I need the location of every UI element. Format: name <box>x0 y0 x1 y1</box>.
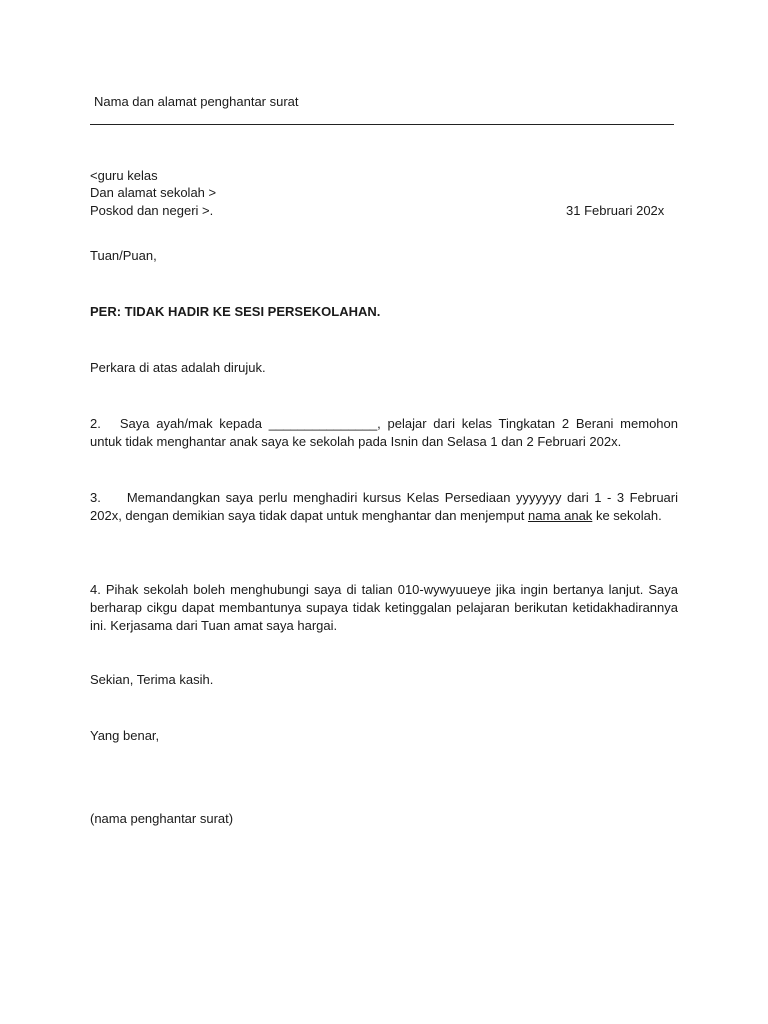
paragraph-2-number: 2. <box>90 416 101 431</box>
intro-line: Perkara di atas adalah dirujuk. <box>90 360 266 375</box>
recipient-line-3: Poskod dan negeri >. <box>90 203 214 218</box>
child-name-blank: _______________ <box>268 416 378 431</box>
paragraph-3-number: 3. <box>90 490 101 505</box>
sender-heading: Nama dan alamat penghantar surat <box>94 94 299 109</box>
paragraph-3-text-b: ke sekolah. <box>595 508 662 523</box>
sender-divider-line <box>90 124 674 125</box>
subject-heading: PER: TIDAK HADIR KE SESI PERSEKOLAHAN. <box>90 304 381 319</box>
salutation: Tuan/Puan, <box>90 248 157 263</box>
letter-date: 31 Februari 202x <box>566 203 665 218</box>
paragraph-2-text-a: Saya ayah/mak kepada <box>119 416 262 431</box>
recipient-line-2: Dan alamat sekolah > <box>90 185 217 200</box>
paragraph-2-text-b: , pelajar dari kelas Tingkatan 2 Berani memohon untuk tidak menghantar anak saya ke sekolah pada Isnin dan Selasa 1 dan 2 Februari 202x. <box>90 416 678 449</box>
child-name-underlined: nama anak <box>527 508 593 523</box>
paragraph-3-text-a: Memandangkan saya perlu menghadiri kursus Kelas Persediaan yyyyyyy dari 1 - 3 Februari 202x, dengan demikian saya tidak dapat untuk menghantar dan menjemput <box>90 490 678 523</box>
paragraph-2 <box>90 415 678 451</box>
recipient-line-1: <guru kelas <box>90 168 158 183</box>
paragraph-4: 4. Pihak sekolah boleh menghubungi saya di talian 010-wywyuueye jika ingin bertanya lanjut. Saya berharap cikgu dapat membantunya supaya tidak ketinggalan pelajaran berikutan ketidakhadirannya ini. Kerjasama dari Tuan amat saya hargai. <box>90 582 678 633</box>
paragraph-3 <box>90 489 678 525</box>
sign-off: Yang benar, <box>90 728 160 743</box>
signature-name: (nama penghantar surat) <box>90 811 234 826</box>
closing-line: Sekian, Terima kasih. <box>90 672 214 687</box>
